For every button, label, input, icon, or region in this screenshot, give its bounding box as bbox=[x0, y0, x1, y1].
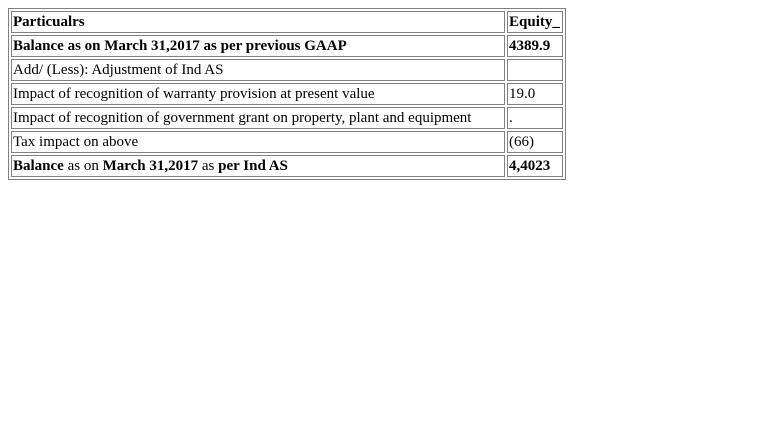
row-value bbox=[507, 59, 563, 81]
table-row bbox=[11, 83, 563, 105]
row-label-segment: Balance bbox=[13, 158, 64, 174]
row-value: 19.0 bbox=[507, 83, 563, 105]
header-particulars: Particualrs bbox=[11, 11, 505, 33]
row-label: Impact of recognition of government grant on property, plant and equipment bbox=[11, 107, 505, 129]
row-label: Tax impact on above bbox=[11, 131, 505, 153]
table-row bbox=[11, 131, 563, 153]
table-row bbox=[11, 155, 563, 177]
equity-reconciliation-table bbox=[8, 8, 566, 180]
row-label-segment: as on bbox=[63, 158, 103, 174]
row-label-segment: as bbox=[198, 158, 219, 174]
reconciliation-table-wrapper bbox=[8, 8, 566, 180]
row-label: Add/ (Less): Adjustment of Ind AS bbox=[11, 59, 505, 81]
row-label-segment: March 31,2017 bbox=[102, 158, 199, 174]
row-label: Impact of recognition of warranty provision at present value bbox=[11, 83, 505, 105]
table-row bbox=[11, 107, 563, 129]
row-label-segment: per Ind AS bbox=[218, 158, 288, 174]
table-row bbox=[11, 35, 563, 57]
table-row bbox=[11, 59, 563, 81]
header-equity: Equity_ bbox=[507, 11, 563, 33]
row-label: Balance as on March 31,2017 as per previous GAAP bbox=[11, 35, 505, 57]
row-value: 4,4023 bbox=[507, 155, 563, 177]
row-label bbox=[11, 155, 505, 177]
row-value: 4389.9 bbox=[507, 35, 563, 57]
row-value: . bbox=[507, 107, 563, 129]
table-header-row bbox=[11, 11, 563, 33]
row-value: (66) bbox=[507, 131, 563, 153]
